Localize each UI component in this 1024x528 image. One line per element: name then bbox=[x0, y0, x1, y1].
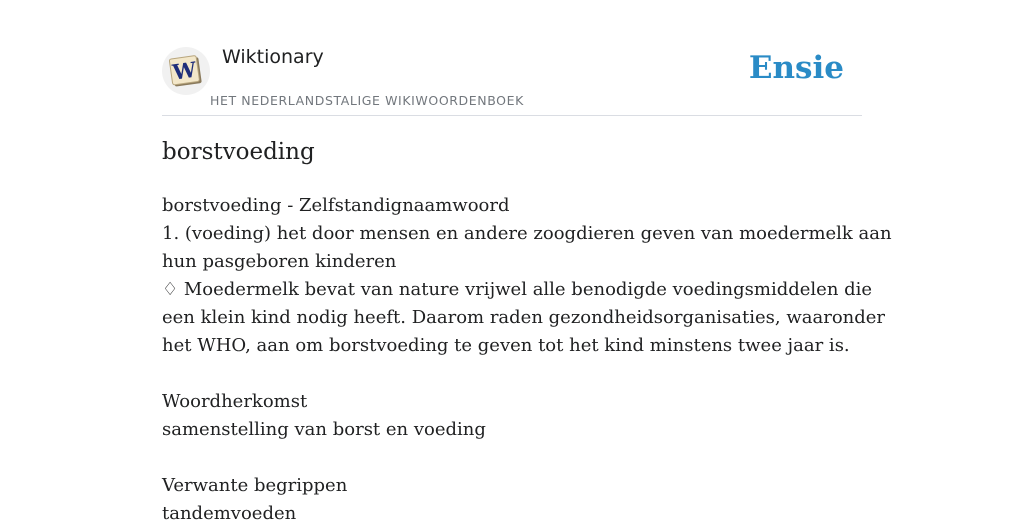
definition-line: 1. (voeding) het door mensen en andere zoogdieren geven van moedermelk aan bbox=[162, 223, 892, 244]
page-title: borstvoeding bbox=[162, 139, 315, 165]
spacer bbox=[162, 444, 862, 472]
wiktionary-logo-icon[interactable] bbox=[162, 47, 210, 95]
related-heading: Verwante begrippen bbox=[162, 475, 348, 496]
logo-letter: W bbox=[171, 56, 198, 85]
page bbox=[162, 0, 892, 524]
entry-content bbox=[162, 192, 892, 528]
example-line: het WHO, aan om borstvoeding te geven tot het kind minstens twee jaar is. bbox=[162, 335, 850, 356]
site-tagline: HET NEDERLANDSTALIGE WIKIWOORDENBOEK bbox=[210, 93, 524, 108]
etymology-heading: Woordherkomst bbox=[162, 391, 308, 412]
entry-heading: borstvoeding - Zelfstandignaamwoord bbox=[162, 195, 510, 216]
definition-line: hun pasgeboren kinderen bbox=[162, 251, 397, 272]
ensie-brand-link[interactable]: Ensie bbox=[748, 50, 844, 86]
header-divider bbox=[162, 115, 862, 116]
related-term[interactable]: tandemvoeden bbox=[162, 503, 297, 524]
example-line: een klein kind nodig heeft. Daarom raden gezondheidsorganisaties, waaronder bbox=[162, 307, 886, 328]
spacer bbox=[162, 360, 862, 388]
example-line: ♢ Moedermelk bevat van nature vrijwel alle benodigde voedingsmiddelen die bbox=[162, 279, 873, 300]
site-name[interactable]: Wiktionary bbox=[222, 46, 324, 68]
logo-tile bbox=[166, 51, 206, 91]
etymology-text: samenstelling van borst en voeding bbox=[162, 419, 486, 440]
